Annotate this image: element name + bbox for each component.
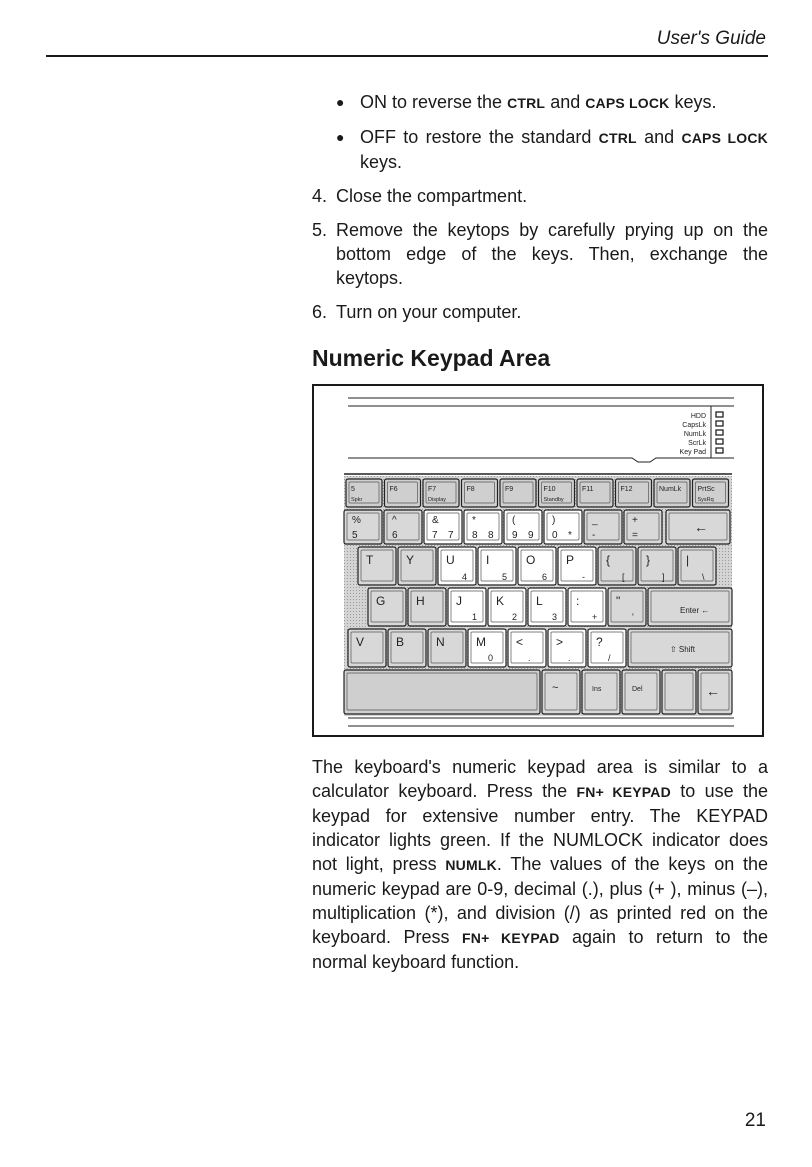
fkey-label: F7 bbox=[428, 486, 437, 493]
fkey-label: F8 bbox=[466, 486, 475, 493]
key-label: CAPS LOCK bbox=[585, 95, 670, 111]
key-outline bbox=[504, 510, 542, 544]
fkey-label: F12 bbox=[620, 486, 633, 493]
key-outline bbox=[464, 510, 502, 544]
paragraph-text: again to return to the normal keyboard function. bbox=[312, 927, 768, 972]
key-outline bbox=[398, 547, 436, 585]
key-outline bbox=[508, 629, 546, 667]
keypad-legend: 5 bbox=[502, 572, 508, 582]
keypad-legend: [ bbox=[622, 572, 625, 582]
fkey-label: NumLk bbox=[659, 486, 682, 493]
bullet-text: and bbox=[636, 127, 682, 147]
key-outline bbox=[528, 588, 566, 626]
bullet-dot-icon: ● bbox=[336, 129, 345, 145]
enter-key-label: Enter ← bbox=[680, 606, 710, 615]
step-text: Remove the keytops by carefully prying up on the bottom edge of the keys. Then, exchange the keytops. bbox=[336, 220, 768, 288]
section-heading: Numeric Keypad Area bbox=[312, 345, 551, 371]
step-item bbox=[312, 300, 768, 324]
fkey-label: F9 bbox=[505, 486, 514, 493]
keypad-legend: 2 bbox=[512, 612, 518, 622]
step-item bbox=[312, 218, 768, 290]
key-legend: Ins bbox=[592, 686, 602, 693]
key-legend: J bbox=[456, 594, 462, 608]
key-legend: _ bbox=[592, 515, 598, 526]
key-legend: T bbox=[366, 553, 374, 567]
page-number: 21 bbox=[744, 1110, 766, 1131]
key-outline bbox=[358, 547, 396, 585]
key-legend: & bbox=[432, 515, 439, 526]
key-legend: = bbox=[632, 530, 638, 541]
key-outline bbox=[662, 670, 696, 714]
keypad-legend: + bbox=[592, 612, 598, 622]
key-legend: " bbox=[616, 594, 621, 608]
keypad-legend: - bbox=[582, 572, 585, 582]
keypad-legend: 1 bbox=[472, 612, 478, 622]
keypad-legend: 7 bbox=[448, 530, 454, 541]
main-content bbox=[312, 90, 768, 974]
key-legend: H bbox=[416, 594, 425, 608]
key-legend: > bbox=[556, 635, 564, 649]
left-arrow-icon: ← bbox=[706, 683, 720, 699]
paragraph-text: to use the keypad for extensive number entry. The KEYPAD indicator lights green. If the NUMLOCK indicator does not light, press bbox=[312, 781, 769, 874]
key-legend: ^ bbox=[392, 515, 397, 526]
key-legend: * bbox=[472, 515, 476, 526]
key-legend: ? bbox=[596, 635, 603, 649]
key-legend: L bbox=[536, 594, 543, 608]
indicator-led-icon bbox=[716, 412, 723, 417]
bullet-item bbox=[312, 90, 768, 115]
keypad-legend: * bbox=[568, 530, 572, 541]
bullet-item bbox=[312, 125, 768, 174]
key-outline bbox=[448, 588, 486, 626]
indicator-led-icon bbox=[716, 448, 723, 453]
keypad-legend: . bbox=[568, 653, 571, 663]
indicator-led-icon bbox=[716, 421, 723, 426]
keypad-legend: ] bbox=[662, 572, 665, 582]
key-legend: ( bbox=[512, 515, 516, 526]
keypad-legend: 4 bbox=[462, 572, 468, 582]
shift-key-label: ⇧ Shift bbox=[670, 645, 695, 654]
panel-edge bbox=[348, 458, 734, 462]
keypad-legend: 6 bbox=[542, 572, 548, 582]
indicator-label: ScrLk bbox=[688, 440, 706, 447]
step-number: 4. bbox=[312, 186, 328, 206]
key-outline bbox=[348, 629, 386, 667]
key-outline bbox=[388, 629, 426, 667]
step-number: 5. bbox=[312, 220, 328, 240]
page-header-title: User's Guide bbox=[656, 28, 766, 49]
step-number: 6. bbox=[312, 302, 328, 322]
key-label: CTRL bbox=[507, 95, 546, 111]
key-outline bbox=[598, 547, 636, 585]
key-legend: K bbox=[496, 594, 505, 608]
body-paragraph bbox=[312, 755, 768, 974]
key-outline bbox=[344, 670, 540, 714]
key-outline bbox=[384, 510, 422, 544]
header-rule bbox=[46, 55, 768, 57]
key-outline bbox=[624, 510, 662, 544]
backspace-arrow-icon: ← bbox=[694, 519, 708, 535]
step-text: Close the compartment. bbox=[336, 186, 528, 206]
key-legend: | bbox=[686, 553, 690, 567]
indicator-led-icon bbox=[716, 430, 723, 435]
bullet-dot-icon: ● bbox=[336, 94, 345, 110]
key-legend: 6 bbox=[392, 530, 398, 541]
indicator-led-icon bbox=[716, 439, 723, 444]
key-outline bbox=[558, 547, 596, 585]
step-item bbox=[312, 184, 768, 208]
key-label: FN+ KEYPAD bbox=[576, 784, 671, 800]
key-legend: O bbox=[526, 553, 536, 567]
keypad-legend: 8 bbox=[488, 530, 494, 541]
key-outline bbox=[518, 547, 556, 585]
key-outline bbox=[548, 629, 586, 667]
key-legend: I bbox=[486, 553, 490, 567]
fkey-label: 5 bbox=[351, 486, 355, 493]
keypad-legend: / bbox=[608, 653, 611, 663]
key-legend: } bbox=[646, 553, 651, 567]
keypad-legend: \ bbox=[702, 572, 705, 582]
key-legend: N bbox=[436, 635, 445, 649]
key-legend: < bbox=[516, 635, 524, 649]
key-legend: - bbox=[592, 530, 596, 541]
keyboard-figure bbox=[312, 384, 764, 737]
keypad-legend: 0 bbox=[488, 653, 494, 663]
key-legend: P bbox=[566, 553, 575, 567]
paragraph-text: . The values of the keys on the numeric keypad are 0-9, decimal (.), plus (+ ), minus (–), multiplication (*), and division (/) as printed red on the keyboard. Press bbox=[312, 854, 769, 947]
step-text: Turn on your computer. bbox=[336, 302, 522, 322]
key-outline bbox=[488, 588, 526, 626]
key-legend: Y bbox=[406, 553, 415, 567]
key-outline bbox=[542, 670, 580, 714]
keyboard-illustration bbox=[314, 386, 762, 735]
key-outline bbox=[438, 547, 476, 585]
key-outline bbox=[584, 510, 622, 544]
fkey-sublabel: Spkr bbox=[351, 497, 363, 503]
keypad-legend: 9 bbox=[528, 530, 534, 541]
key-legend: 0 bbox=[552, 530, 558, 541]
keypad-legend: . bbox=[528, 653, 531, 663]
fkey-sublabel: Display bbox=[428, 497, 447, 503]
indicator-label: CapsLk bbox=[682, 422, 706, 429]
key-legend: % bbox=[352, 515, 361, 526]
bullet-text: ON to reverse the bbox=[360, 92, 508, 112]
key-outline bbox=[408, 588, 446, 626]
fkey-label: F6 bbox=[389, 486, 398, 493]
key-legend: 8 bbox=[472, 530, 478, 541]
paragraph-text: The keyboard's numeric keypad area is similar to a calculator keyboard. Press the bbox=[312, 757, 768, 801]
key-legend: U bbox=[446, 553, 455, 567]
key-outline bbox=[468, 629, 506, 667]
key-legend: : bbox=[576, 594, 580, 608]
bullet-text: keys. bbox=[669, 92, 717, 112]
key-legend: 9 bbox=[512, 530, 518, 541]
key-legend: 7 bbox=[432, 530, 438, 541]
keypad-legend: 3 bbox=[552, 612, 558, 622]
fkey-label: F11 bbox=[582, 486, 594, 493]
fkey-label: F10 bbox=[543, 486, 556, 493]
key-label: NUMLK bbox=[445, 857, 497, 873]
key-legend: 5 bbox=[352, 530, 358, 541]
key-legend: ) bbox=[552, 515, 556, 526]
key-legend: ~ bbox=[552, 682, 559, 694]
indicator-label: Key Pad bbox=[679, 449, 706, 456]
key-outline bbox=[544, 510, 582, 544]
key-legend: { bbox=[606, 553, 611, 567]
key-legend: + bbox=[632, 515, 638, 526]
key-outline bbox=[608, 588, 646, 626]
fkey-sublabel: Standby bbox=[543, 497, 564, 503]
key-label: CAPS LOCK bbox=[681, 130, 768, 146]
bullet-text: OFF to restore the standard bbox=[360, 127, 599, 147]
indicator-label: HDD bbox=[690, 413, 706, 420]
key-outline bbox=[568, 588, 606, 626]
key-outline bbox=[638, 547, 676, 585]
key-outline bbox=[478, 547, 516, 585]
key-legend: G bbox=[376, 594, 386, 608]
fkey-sublabel: SysRq bbox=[697, 497, 714, 503]
key-legend: M bbox=[476, 635, 486, 649]
key-outline bbox=[368, 588, 406, 626]
keypad-legend: ' bbox=[632, 612, 634, 622]
key-outline bbox=[588, 629, 626, 667]
bullet-text: and bbox=[545, 92, 586, 112]
fkey-label: PrtSc bbox=[697, 486, 715, 493]
bullet-text: keys. bbox=[360, 152, 403, 172]
key-legend: V bbox=[356, 635, 365, 649]
key-outline bbox=[428, 629, 466, 667]
key-outline bbox=[344, 510, 382, 544]
key-outline bbox=[424, 510, 462, 544]
key-legend: B bbox=[396, 635, 405, 649]
key-label: FN+ KEYPAD bbox=[462, 930, 560, 946]
key-legend: Del bbox=[632, 686, 643, 693]
key-label: CTRL bbox=[598, 130, 637, 146]
key-outline bbox=[678, 547, 716, 585]
indicator-label: NumLk bbox=[683, 431, 706, 438]
